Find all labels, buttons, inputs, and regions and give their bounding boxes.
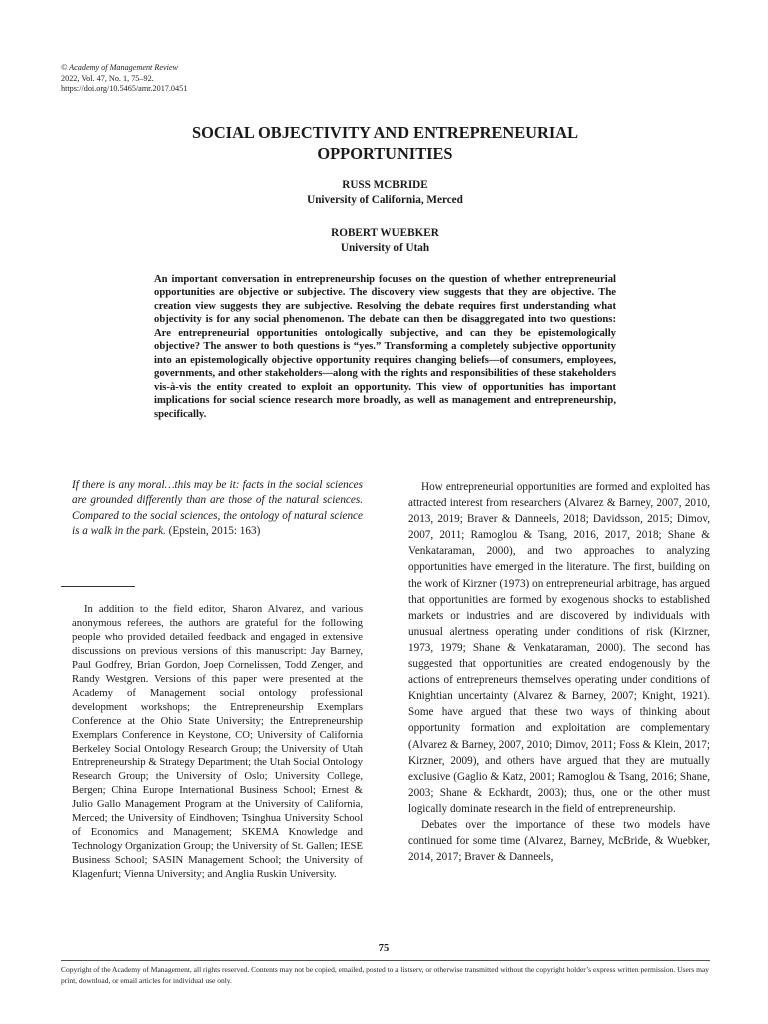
title-line-1: SOCIAL OBJECTIVITY AND ENTREPRENEURIAL — [191, 123, 579, 142]
author-block-2 — [120, 226, 650, 257]
volume-info: 2022, Vol. 47, No. 1, 75–92. — [61, 73, 154, 83]
footnote-divider — [61, 586, 135, 587]
doi-link[interactable]: https://doi.org/10.5465/amr.2017.0451 — [61, 84, 188, 94]
copyright-notice: Copyright of the Academy of Management, all rights reserved. Contents may not be copied, emailed, posted to a listserv, or otherwise transmitted without the copyright holder’s express written permission. Users may print, download, or email articles for individual use only. — [61, 965, 709, 986]
journal-name: © Academy of Management Review — [61, 63, 179, 72]
acknowledgment-footnote: In addition to the field editor, Sharon Alvarez, and various anonymous referees, the authors are grateful for the following people who provided detailed feedback and engaged in extensive discussions on previous versions of this manuscript: Jay Barney, Paul Godfrey, Brian Gordon, Joep Cornelissen, Todd Zenger, and Randy Westgren. Versions of this paper were presented at the Academy of Management social ontology professional development workshops; the Entrepreneurship Exemplars Conference at the Ohio State University; the Entrepreneurship Exemplars Conference in Keystone, CO; University of California Berkeley Social Ontology Research Group; the University of Utah Entrepreneurship & Strategy Department; the Utah Social Ontology Research Group; the University of Oslo; University College, Bergen; China Europe International Business School; Ernest & Julio Gallo Management Program at the University of California, Merced; the University of Eindhoven; Tsinghua University School of Economics and Management; SKEMA Knowledge and Technology Organization Group; the University of St. Gallen; IESE Business School; SASIN Management School; the University of Klagenfurt; Vienna University; and Anglia Ruskin University. — [72, 603, 363, 881]
epigraph-citation: (Epstein, 2015: 163) — [165, 525, 261, 538]
body-paragraph: Debates over the importance of these two models have continued for some time (Alvarez, Barney, McBride, & Wuebker, 2014, 2017; Braver & Danneels, — [408, 818, 710, 864]
author-affiliation: University of Utah — [340, 242, 430, 255]
article-metadata — [61, 63, 187, 95]
author-block-1 — [120, 178, 650, 209]
article-title — [80, 122, 690, 164]
copyright-divider — [61, 960, 710, 961]
epigraph-quote: If there is any moral…this may be it: facts in the social sciences are grounded differently than are those of the natural sciences. Compared to the social sciences, the ontology of natural science is a walk in the park. — [72, 479, 363, 538]
abstract: An important conversation in entrepreneurship focuses on the question of whether entrepreneurial opportunities are objective or subjective. The discovery view suggests that they are objective. The creation view suggests they are subjective. Resolving the debate requires first understanding what objectivity is for any social phenomenon. The debate can then be disaggregated into two questions: Are entrepreneurial opportunities ontologically subjective, and can they be epistemologically objective? The answer to both questions is “yes.” Transforming a completely subjective opportunity into an epistemologically objective opportunity requires changing beliefs—of consumers, employees, governments, and other stakeholders—along with the rights and responsibilities of these stakeholders vis-à-vis the entity created to exploit an opportunity. This view of opportunities has important implications for social science research more broadly, as well as management and entrepreneurship, specifically. — [154, 274, 616, 420]
author-name: RUSS MCBRIDE — [342, 179, 428, 191]
body-column-right — [408, 479, 710, 865]
body-paragraph: How entrepreneurial opportunities are formed and exploited has attracted interest from researchers (Alvarez & Barney, 2007, 2010, 2013, 2019; Braver & Danneels, 2018; Davidsson, 2015; Dimov, 2007, 2011; Ramoglou & Tsang, 2016, 2017, 2018; Shane & Venkataraman, 2000), and two approaches to analyzing opportunities have emerged in the literature. The first, building on the work of Kirzner (1973) on entrepreneurial arbitrage, has argued that opportunities are formed by exogenous shocks to established markets or industries and are discovered by individuals with unusual alertness operating under conditions of risk (Kirzner, 1973, 1979; Shane & Venkataraman, 2000). The second has suggested that opportunities are created endogenously by the actions of entrepreneurs themselves operating under conditions of Knightian uncertainty (Alvarez & Barney, 2007; Knight, 1921). Some have argued that these two ways of thinking about opportunity formation and exploitation are complementary (Alvarez & Barney, 2007, 2010; Dimov, 2011; Foss & Klein, 2017; Kirzner, 2009), and others have argued that they are mutually exclusive (Gaglio & Katz, 2001; Ramoglou & Tsang, 2016; Shane, 2003; Shane & Eckhardt, 2003); thus, one or the other must logically dominate research in the field of entrepreneurship. — [408, 481, 710, 815]
page-number: 75 — [378, 943, 390, 954]
title-line-2: OPPORTUNITIES — [317, 144, 453, 163]
author-affiliation: University of California, Merced — [307, 194, 463, 207]
epigraph — [72, 478, 363, 540]
author-name: ROBERT WUEBKER — [331, 227, 439, 239]
